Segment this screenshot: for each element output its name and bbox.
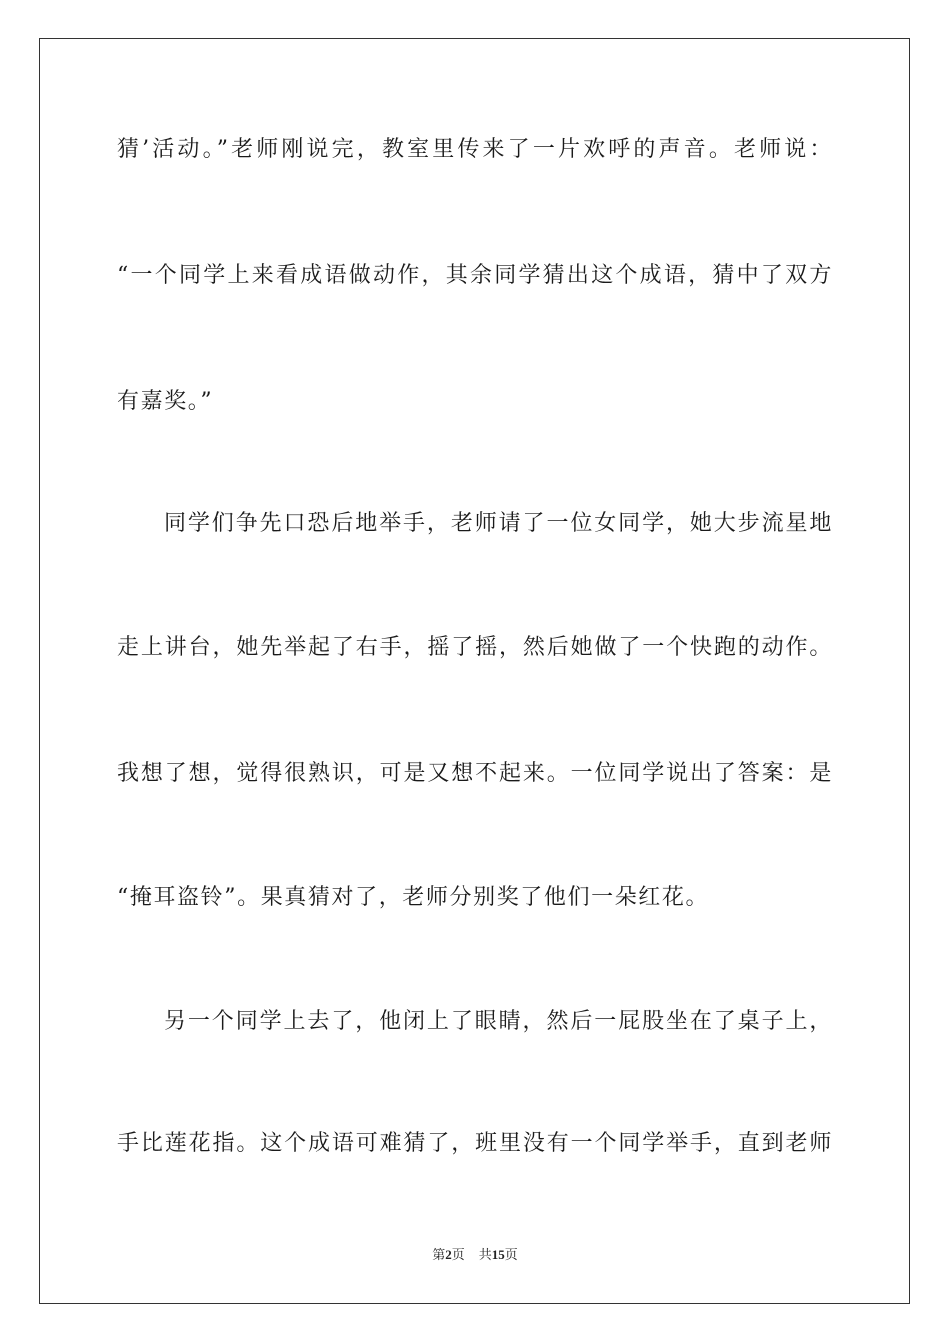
paragraph-line: “一个同学上来看成语做动作，其余同学猜出这个成语，猜中了双方 [117, 263, 833, 288]
paragraph-line: “掩耳盗铃”。果真猜对了，老师分别奖了他们一朵红花。 [117, 885, 710, 910]
paragraph-line: 同学们争先口恐后地举手，老师请了一位女同学，她大步流星地 [164, 511, 833, 536]
page-footer [0, 1247, 950, 1264]
paragraph-line: 走上讲台，她先举起了右手，摇了摇，然后她做了一个快跑的动作。 [117, 635, 833, 660]
paragraph-line: 有嘉奖。” [117, 389, 214, 414]
page-suffix: 页 [451, 1248, 465, 1263]
total-suffix: 页 [504, 1248, 518, 1263]
total-pages: 15 [491, 1247, 505, 1262]
paragraph-line: 猜’活动。”老师刚说完，教室里传来了一片欢呼的声音。老师说： [117, 137, 833, 162]
total-prefix: 共 [478, 1248, 492, 1263]
paragraph-line: 我想了想，觉得很熟识，可是又想不起来。一位同学说出了答案：是 [117, 761, 833, 786]
page-border [39, 38, 910, 1304]
page-prefix: 第 [432, 1248, 446, 1263]
page-number: 2 [445, 1247, 452, 1262]
paragraph-line: 另一个同学上去了，他闭上了眼睛，然后一屁股坐在了桌子上， [164, 1009, 833, 1034]
paragraph-line: 手比莲花指。这个成语可难猜了，班里没有一个同学举手，直到老师 [117, 1131, 833, 1156]
